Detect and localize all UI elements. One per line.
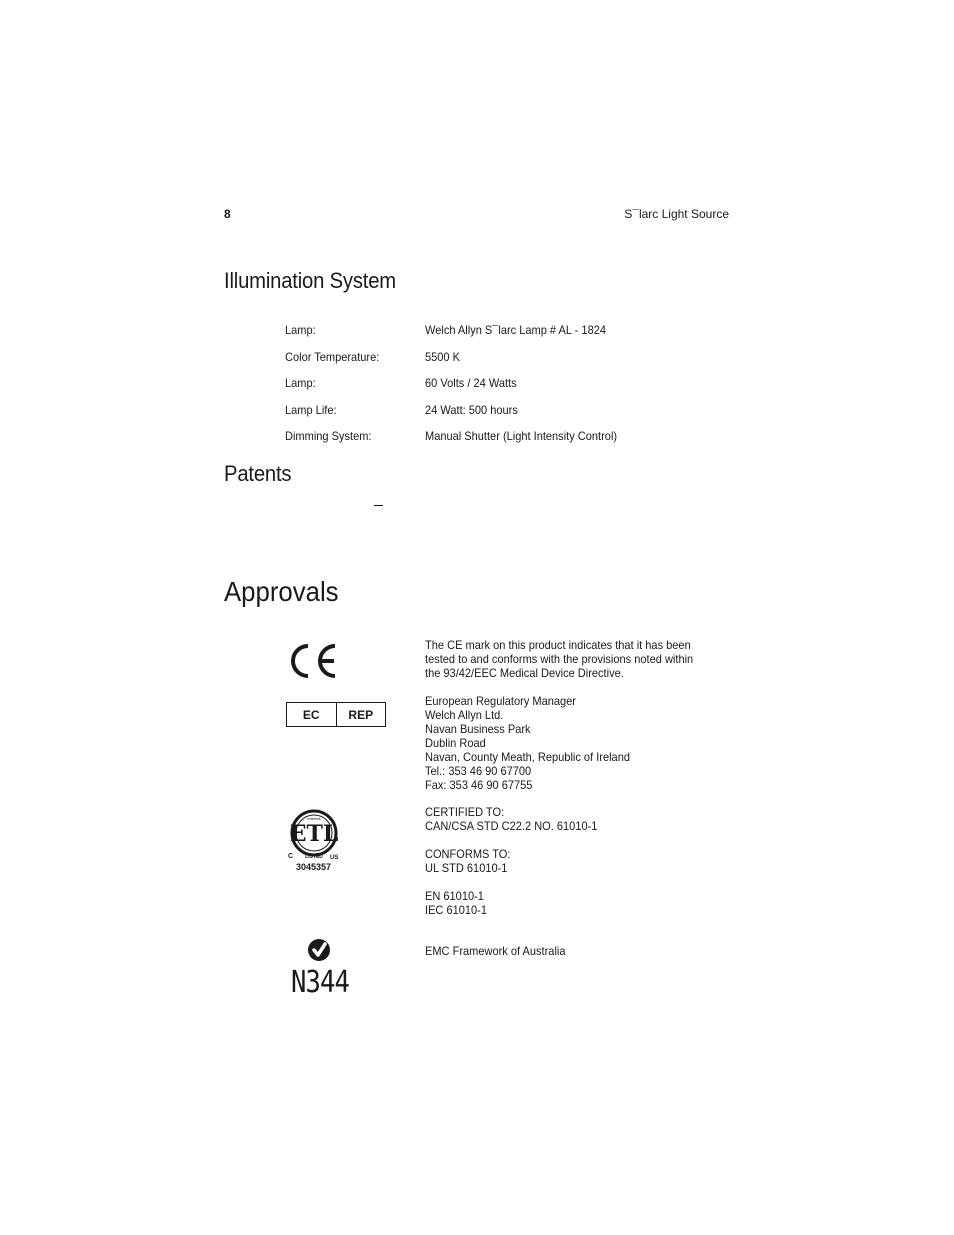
ce-description <box>425 638 693 680</box>
c-tick-code: N344 <box>291 965 350 1000</box>
en-standard: EN 61010-1 <box>425 889 484 903</box>
conforms-standard: UL STD 61010-1 <box>425 861 508 875</box>
ec-rep-symbol <box>286 702 386 727</box>
certified-standard: CAN/CSA STD C22.2 NO. 61010-1 <box>425 819 598 833</box>
etl-us-label: US <box>330 855 339 861</box>
etl-c-label: C <box>288 853 294 860</box>
approvals-heading: Approvals <box>224 576 339 607</box>
text-line: Navan Business Park <box>425 722 531 736</box>
ec-label: EC <box>302 707 320 722</box>
rep-label: REP <box>336 703 386 726</box>
certified-heading: CERTIFIED TO: <box>425 805 505 819</box>
text-line: Dublin Road <box>425 736 486 750</box>
text-line: The CE mark on this product indicates that it has been <box>425 638 691 652</box>
text-line: Welch Allyn Ltd. <box>425 708 504 722</box>
text-line: the 93/42/EEC Medical Device Directive. <box>425 666 624 680</box>
ctick-description: EMC Framework of Australia <box>425 944 566 958</box>
illumination-heading: Illumination System <box>224 268 396 293</box>
ec-rep-address <box>425 694 630 792</box>
spec-value: 24 Watt: 500 hours <box>425 403 518 417</box>
text-line: Tel.: 353 46 90 67700 <box>425 764 532 778</box>
spec-label: Color Temperature: <box>285 350 380 364</box>
page-number: 8 <box>224 207 231 221</box>
text-line: tested to and conforms with the provisions noted within <box>425 652 694 666</box>
etl-letters: ETL <box>289 821 339 847</box>
patents-heading: Patents <box>224 461 292 486</box>
spec-value: 5500 K <box>425 350 461 364</box>
spacer <box>425 833 597 847</box>
text-line: European Regulatory Manager <box>425 694 576 708</box>
spec-label: Lamp: <box>285 376 316 390</box>
spec-value: Welch Allyn S¯larc Lamp # AL - 1824 <box>425 323 606 337</box>
c-tick-mark-icon <box>306 937 332 963</box>
spec-value: Manual Shutter (Light Intensity Control) <box>425 429 618 443</box>
macron-mark <box>374 505 383 506</box>
spec-label: Lamp: <box>285 323 316 337</box>
conforms-heading: CONFORMS TO: <box>425 847 511 861</box>
spacer <box>425 875 597 889</box>
spec-label: Lamp Life: <box>285 403 337 417</box>
etl-listed-label: LISTED <box>305 854 323 860</box>
spec-value: 60 Volts / 24 Watts <box>425 376 517 390</box>
spec-label: Dimming System: <box>285 429 372 443</box>
running-title: S¯larc Light Source <box>624 207 729 221</box>
text-line: Fax: 353 46 90 67755 <box>425 778 533 792</box>
etl-number: 3045357 <box>296 862 332 872</box>
iec-standard: IEC 61010-1 <box>425 903 487 917</box>
text-line: Navan, County Meath, Republic of Ireland <box>425 750 630 764</box>
ce-mark-icon <box>286 642 340 680</box>
etl-intertek: Intertek <box>307 816 321 821</box>
etl-certifications <box>425 805 597 917</box>
etl-listed-mark-icon <box>286 808 342 862</box>
